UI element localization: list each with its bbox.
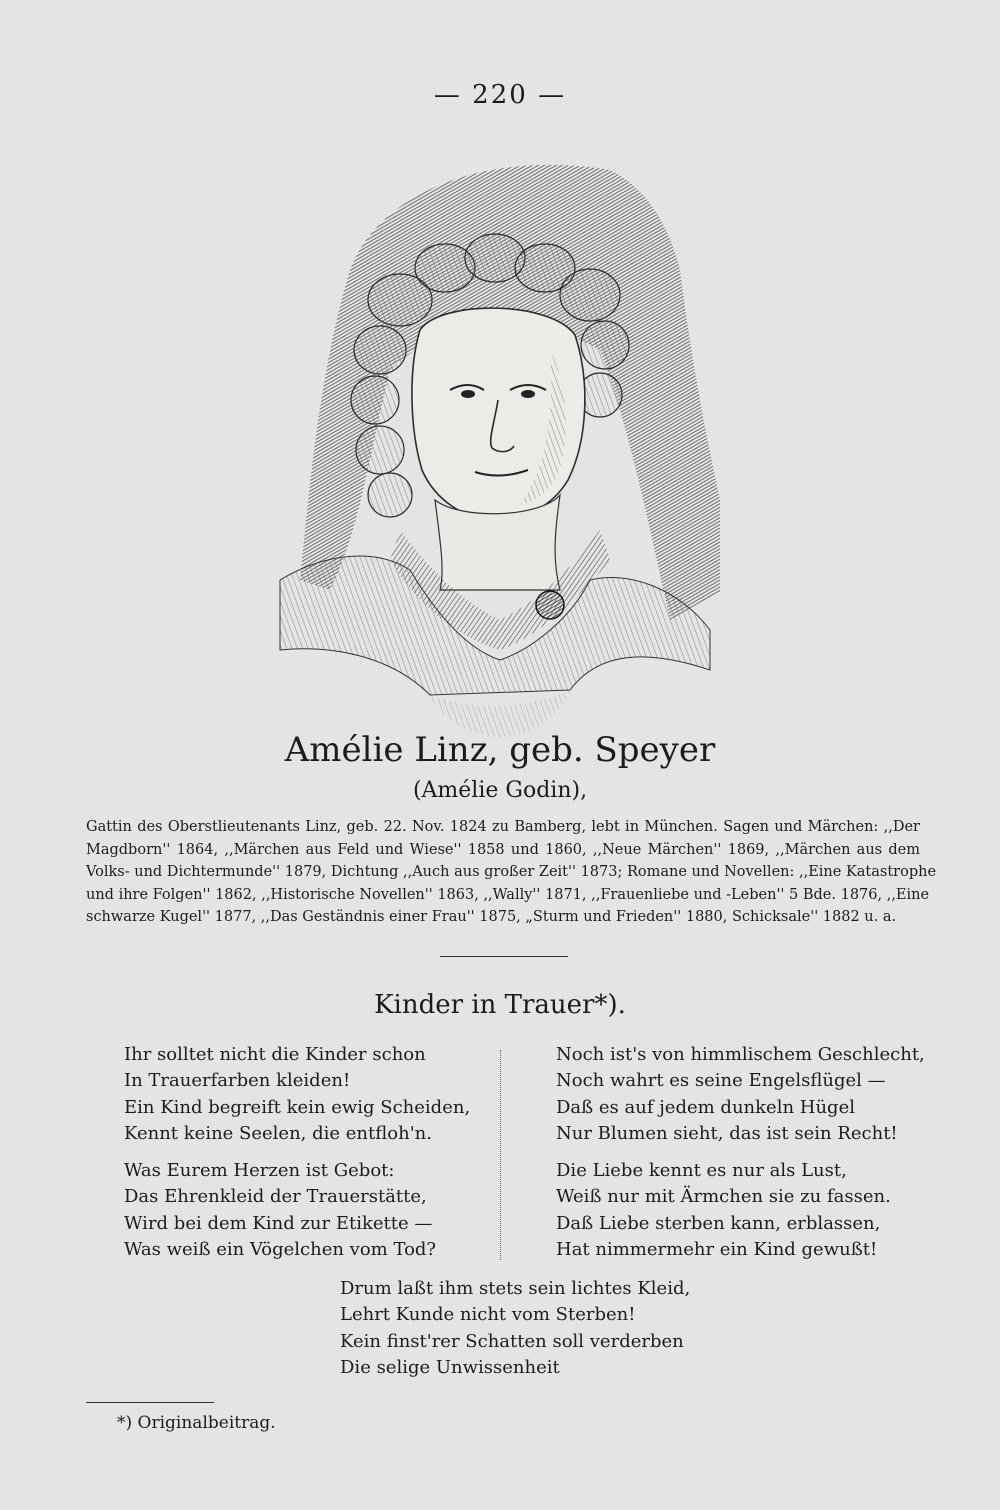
stanza-left-1 bbox=[124, 1042, 470, 1147]
verse-line: Die Liebe kennt es nur als Lust, bbox=[556, 1160, 847, 1181]
poem-title: Kinder in Trauer*). bbox=[374, 990, 626, 1020]
author-pseudonym: (Amélie Godin), bbox=[412, 778, 588, 803]
bio-line: Magdborn'' 1864, ,,Märchen aus Feld und Wiese'' 1858 und 1860, ,,Neue Märchen'' 1869, ,,Märchen aus dem bbox=[86, 841, 920, 858]
verse-line: Ihr solltet nicht die Kinder schon bbox=[124, 1044, 426, 1065]
column-divider bbox=[500, 1050, 501, 1260]
verse-line: Drum laßt ihm stets sein lichtes Kleid, bbox=[340, 1278, 691, 1299]
verse-line: Kein finst'rer Schatten soll verderben bbox=[340, 1330, 684, 1352]
stanza-right-2 bbox=[556, 1158, 891, 1263]
bio-line: schwarze Kugel'' 1877, ,,Das Geständnis einer Frau'' 1875, „Sturm und Frieden'' 1880, Schicksale'' 1882 u. a. bbox=[86, 909, 897, 926]
verse-line: Noch ist's von himmlischem Geschlecht, bbox=[556, 1044, 925, 1065]
footnote-rule bbox=[86, 1402, 214, 1403]
biography bbox=[86, 816, 937, 929]
verse-line: Nur Blumen sieht, das ist sein Recht! bbox=[556, 1122, 898, 1144]
verse-line: Daß Liebe sterben kann, erblassen, bbox=[556, 1212, 881, 1234]
verse-line: Was weiß ein Vögelchen vom Tod? bbox=[124, 1238, 437, 1260]
verse-line: Kennt keine Seelen, die entfloh'n. bbox=[124, 1122, 432, 1144]
section-divider bbox=[440, 956, 568, 957]
stanza-final bbox=[340, 1276, 690, 1381]
bio-line: und ihre Folgen'' 1862, ,,Historische Novellen'' 1863, ,,Wally'' 1871, ,,Frauenliebe und -Leben'' 5 Bde. 1876, ,,Eine bbox=[86, 886, 930, 903]
verse-line: Was Eurem Herzen ist Gebot: bbox=[124, 1160, 395, 1181]
verse-line: Lehrt Kunde nicht vom Sterben! bbox=[340, 1304, 636, 1326]
verse-line: Daß es auf jedem dunkeln Hügel bbox=[556, 1096, 855, 1118]
page-number: — 220 — bbox=[433, 80, 567, 110]
verse-line: Das Ehrenkleid der Trauerstätte, bbox=[124, 1186, 427, 1208]
verse-line: Wird bei dem Kind zur Etikette — bbox=[124, 1212, 433, 1234]
stanza-left-2 bbox=[124, 1158, 436, 1263]
portrait-engraving-icon bbox=[270, 150, 720, 740]
footnote: *) Originalbeitrag. bbox=[117, 1413, 276, 1433]
bio-line: Gattin des Oberstlieutenants Linz, geb. 22. Nov. 1824 zu Bamberg, lebt in München. Sagen und Märchen: ,,Der bbox=[86, 819, 920, 835]
bio-line: Volks- und Dichtermunde'' 1879, Dichtung ,,Auch aus großer Zeit'' 1873; Romane und Novellen: ,,Eine Katastrophe bbox=[86, 864, 937, 881]
verse-line: Die selige Unwissenheit bbox=[340, 1356, 560, 1378]
verse-line: Ein Kind begreift kein ewig Scheiden, bbox=[124, 1096, 471, 1118]
verse-line: Weiß nur mit Ärmchen sie zu fassen. bbox=[556, 1186, 891, 1208]
stanza-right-1 bbox=[556, 1042, 925, 1147]
verse-line: Hat nimmermehr ein Kind gewußt! bbox=[556, 1238, 878, 1260]
verse-line: In Trauerfarben kleiden! bbox=[124, 1070, 351, 1092]
author-name: Amélie Linz, geb. Speyer bbox=[284, 730, 716, 770]
verse-line: Noch wahrt es seine Engelsflügel — bbox=[556, 1070, 886, 1092]
